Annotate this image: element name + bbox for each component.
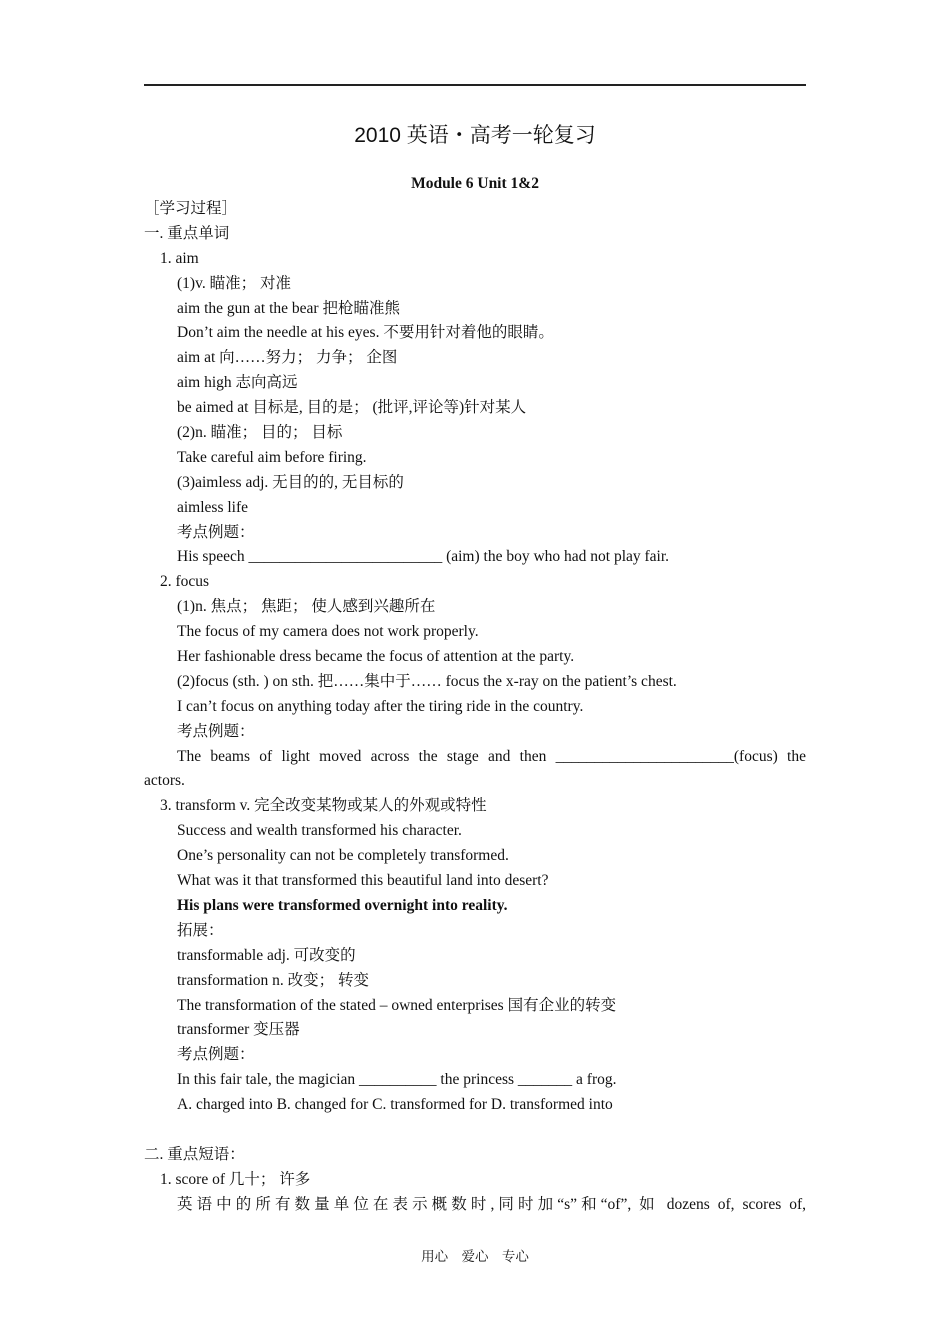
word1-line: Take careful aim before firing. (177, 448, 367, 466)
word1-line: aim high 志向高远 (177, 374, 298, 392)
word3-heading: 3. transform v. 完全改变某物或某人的外观或特性 (160, 797, 487, 815)
word2-line: (2)focus (sth. ) on sth. 把……集中于…… focus the x-ray on the patient’s chest. (177, 672, 677, 690)
word3-line: transformable adj. 可改变的 (177, 946, 356, 964)
word1-line: (3)aimless adj. 无目的的, 无目标的 (177, 473, 404, 491)
spacer (144, 1118, 806, 1143)
word2-line: 考点例题： (177, 722, 255, 740)
word1-heading: 1. aim (160, 249, 199, 267)
word1-line: (1)v. 瞄准； 对准 (177, 274, 291, 292)
word3-line: What was it that transformed this beautiful land into desert? (177, 872, 549, 890)
word1-line: aim the gun at the bear 把枪瞄准熊 (177, 299, 400, 317)
word3-exercise: In this fair tale, the magician __________ the princess _______ a frog. (177, 1071, 617, 1089)
word3-line: Success and wealth transformed his character. (177, 822, 462, 840)
word3-line: transformation n. 改变； 转变 (177, 971, 370, 989)
word2-line: The focus of my camera does not work properly. (177, 623, 479, 641)
word3-options: A. charged into B. changed for C. transformed for D. transformed into (177, 1096, 613, 1114)
word3-line: 考点例题： (177, 1046, 255, 1064)
section2-heading: 二. 重点短语： (144, 1145, 245, 1163)
word1-line: Don’t aim the needle at his eyes. 不要用针对着他的眼睛。 (177, 324, 554, 342)
page-footer: 用心 爱心 专心 (421, 1249, 529, 1264)
header-rule (144, 84, 806, 86)
word3-bold-example: His plans were transformed overnight into reality. (177, 896, 508, 914)
document-body (144, 197, 806, 1218)
section1-heading: 一. 重点单词 (144, 224, 230, 242)
word2-exercise-end: actors. (144, 772, 185, 790)
word2-exercise: The beams of light moved across the stage and then _______________________(focus) the (177, 747, 806, 765)
word1-line: (2)n. 瞄准； 目的； 目标 (177, 424, 343, 442)
page-subtitle: Module 6 Unit 1&2 (411, 175, 539, 192)
word1-line: be aimed at 目标是, 目的是； (批评,评论等)针对某人 (177, 399, 527, 417)
word3-line: One’s personality can not be completely transformed. (177, 847, 509, 865)
word2-heading: 2. focus (160, 573, 210, 591)
section-label: ［学习过程］ (144, 200, 238, 217)
phrase1-line: 英语中的所有数量单位在表示概数时,同时加“s”和“of”, 如 dozens of, scores of, (177, 1195, 806, 1213)
page-title: 2010 英语・高考一轮复习 (354, 124, 596, 147)
word1-exercise: His speech _________________________ (aim) the boy who had not play fair. (177, 548, 670, 566)
word1-line: 考点例题： (177, 523, 255, 541)
word3-line: The transformation of the stated – owned enterprises 国有企业的转变 (177, 996, 617, 1014)
phrase1-heading: 1. score of 几十； 许多 (160, 1170, 311, 1188)
word2-line: I can’t focus on anything today after the tiring ride in the country. (177, 697, 584, 715)
word3-line: transformer 变压器 (177, 1021, 300, 1039)
word1-line: aim at 向……努力； 力争； 企图 (177, 349, 398, 367)
word2-line: Her fashionable dress became the focus of attention at the party. (177, 648, 575, 666)
word2-line: (1)n. 焦点； 焦距； 使人感到兴趣所在 (177, 598, 436, 616)
word1-line: aimless life (177, 498, 249, 516)
word3-line: 拓展： (177, 921, 224, 939)
